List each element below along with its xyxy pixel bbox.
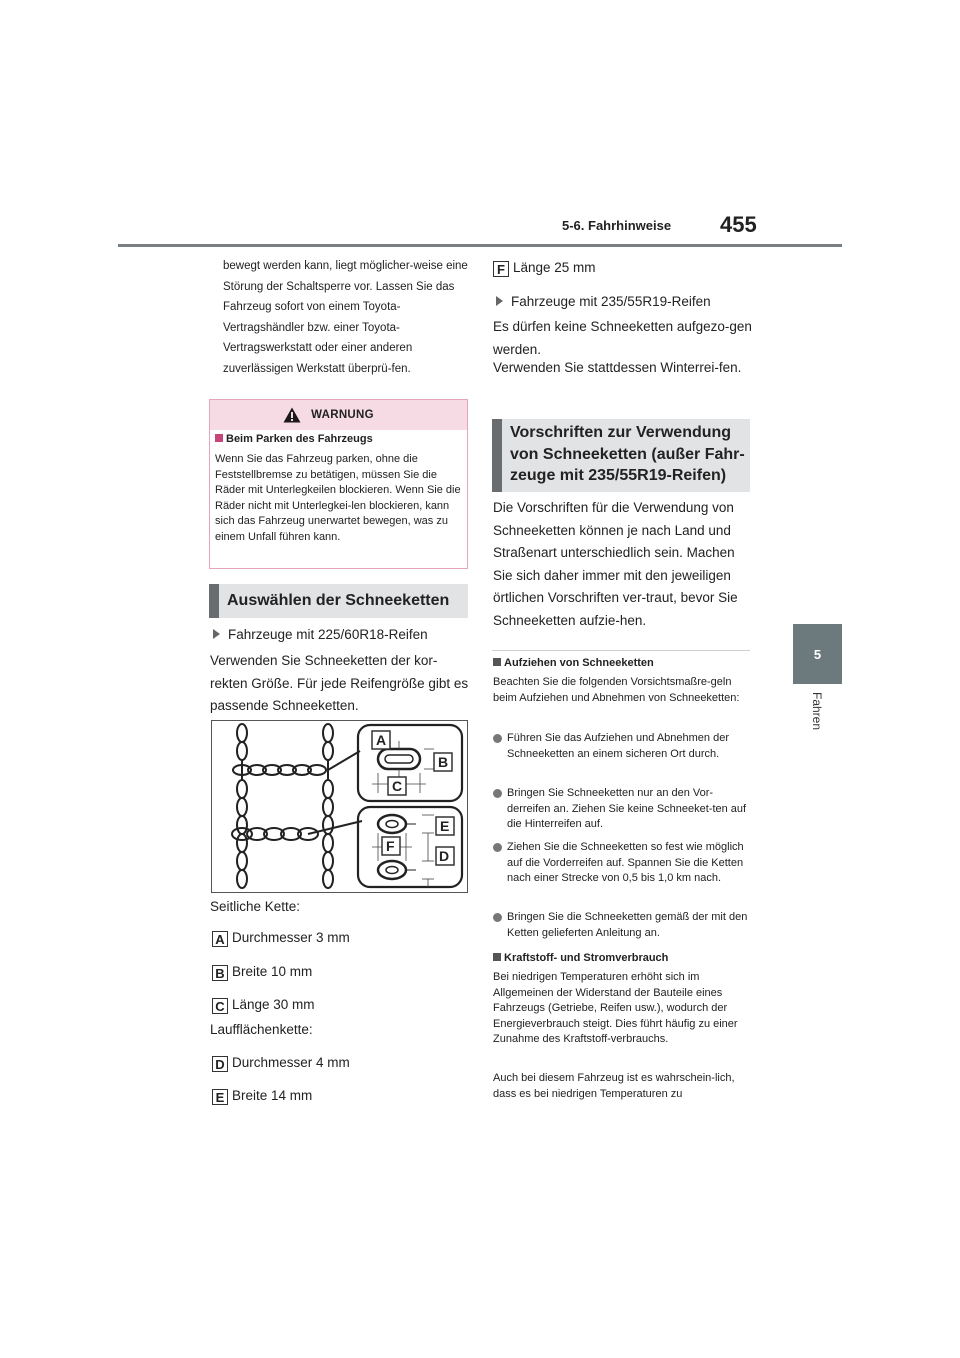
tire-size-text: Fahrzeuge mit 235/55R19-Reifen <box>511 294 711 309</box>
spec-text: Durchmesser 3 mm <box>232 930 350 945</box>
warning-header <box>210 400 467 430</box>
header-rule <box>118 244 842 247</box>
figure-label-f: F <box>386 838 395 854</box>
paragraph: Auch bei diesem Fahrzeug ist es wahrschein-lich, dass es bei niedrigen Temperaturen zu <box>493 1072 735 1100</box>
paragraph: Es dürfen keine Schneeketten aufgezo-gen werden. <box>493 319 752 357</box>
triangle-bullet-icon <box>496 296 503 306</box>
spec-item-a <box>212 930 350 947</box>
spec-item-c <box>212 997 315 1014</box>
figure-label-e: E <box>440 818 450 834</box>
chapter-number: 5 <box>813 646 822 662</box>
square-bullet-icon <box>215 434 223 442</box>
list-item <box>493 786 755 833</box>
list-item-text: Ziehen Sie die Schneeketten so fest wie möglich auf die Vorderreifen auf. Spannen Sie die Ketten nach einer Strecke von 0,5 bis 1,0 km nach. <box>507 841 744 884</box>
square-bullet-icon <box>493 953 501 961</box>
divider <box>492 650 750 651</box>
triangle-bullet-icon <box>213 629 220 639</box>
bullet-dot-icon <box>493 789 502 798</box>
paragraph: Verwenden Sie Schneeketten der kor-rekten Größe. Für jede Reifengröße gibt es passende Schneeketten. <box>210 653 469 713</box>
spec-text: Länge 25 mm <box>513 260 596 275</box>
warning-triangle-icon <box>283 407 301 423</box>
bullet-dot-icon <box>493 843 502 852</box>
chapter-tab[interactable] <box>793 624 842 684</box>
label-key: E <box>212 1089 228 1105</box>
figure-label-a: A <box>376 732 387 748</box>
warning-subtitle <box>215 433 373 445</box>
label-key: A <box>212 931 228 947</box>
figure-label-c: C <box>392 778 403 794</box>
list-item-text: Bringen Sie die Schneeketten gemäß der mit den Ketten gelieferten Anleitung an. <box>507 911 748 939</box>
chain-diagram <box>212 721 467 892</box>
warning-subtitle-text: Beim Parken des Fahrzeugs <box>226 433 373 445</box>
subheading-text: Aufziehen von Schneeketten <box>504 657 654 669</box>
label-key: D <box>212 1056 228 1072</box>
spec-item-b <box>212 964 312 981</box>
spec-item-f <box>493 260 596 277</box>
spec-text: Länge 30 mm <box>232 997 315 1012</box>
spec-text: Breite 14 mm <box>232 1088 313 1103</box>
label-key: B <box>212 965 228 981</box>
paragraph: Beachten Sie die folgenden Vorsichtsmaßre-geln beim Aufziehen und Abnehmen von Schneeketten: <box>493 676 740 704</box>
tire-size-bullet <box>496 291 711 314</box>
page-number: 455 <box>720 212 757 237</box>
spec-text: Breite 10 mm <box>232 964 313 979</box>
paragraph: Verwenden Sie stattdessen Winterrei-fen. <box>493 360 742 375</box>
warning-title: WARNUNG <box>311 409 374 421</box>
list-item <box>493 910 755 941</box>
section-header: 5-6. Fahrhinweise <box>562 218 672 233</box>
figure-label-d: D <box>439 848 450 864</box>
snow-chain-illustration <box>211 720 468 893</box>
label-key: C <box>212 998 228 1014</box>
caption-side-chain: Seitliche Kette: <box>210 899 301 914</box>
list-item-text: Führen Sie das Aufziehen und Abnehmen der Schneeketten an einem sicheren Ort durch. <box>507 732 729 760</box>
chapter-label: Fahren <box>810 692 824 731</box>
spec-text: Durchmesser 4 mm <box>232 1055 350 1070</box>
warning-body: Wenn Sie das Fahrzeug parken, ohne die Feststellbremse zu betätigen, müssen Sie die Räder mit Unterlegkeilen blockieren. Wenn Sie die Räder nicht mit Unterlegkei-len blockieren, kann sich das Fahrzeug unerwartet bewegen, was zu einem Unfall führen kann. <box>215 453 461 543</box>
section-heading-regulations: Vorschriften zur Verwendung von Schneeketten (außer Fahr-zeuge mit 235/55R19-Reifen) <box>492 419 750 492</box>
tire-size-text: Fahrzeuge mit 225/60R18-Reifen <box>228 627 428 642</box>
square-bullet-icon <box>493 658 501 666</box>
label-key: F <box>493 261 509 277</box>
paragraph: Bei niedrigen Temperaturen erhöht sich im Allgemeinen der Widerstand der Bauteile eines Fahrzeugs (Getriebe, Reifen usw.), wodurch der Energieverbrauch steigt. Dies führt häufig zu einer Zunahme des Kraftstoff-verbrauchs. <box>493 971 738 1045</box>
paragraph: Die Vorschriften für die Verwendung von Schneeketten können je nach Land und Straßenart unterschiedlich sein. Machen Sie sich daher immer mit den jeweiligen örtlichen Vorschriften ver-traut, bevor Sie Schneeketten aufzie-hen. <box>493 500 738 628</box>
warning-box <box>209 399 468 569</box>
figure-label-b: B <box>438 754 449 770</box>
section-heading-snow-chains: Auswählen der Schneeketten <box>209 584 468 618</box>
spec-item-e <box>212 1088 312 1105</box>
list-item <box>493 840 755 887</box>
subheading-consumption <box>493 951 668 967</box>
caption-tread-chain: Laufflächenkette: <box>210 1022 313 1037</box>
list-item-text: Bringen Sie Schneeketten nur an den Vor-derreifen an. Ziehen Sie keine Schneeket-ten auf die Hinterreifen auf. <box>507 787 747 830</box>
bullet-dot-icon <box>493 734 502 743</box>
spec-item-d <box>212 1055 350 1072</box>
list-item <box>493 731 755 762</box>
subheading-text: Kraftstoff- und Stromverbrauch <box>504 952 669 964</box>
bullet-dot-icon <box>493 913 502 922</box>
subheading-fitting <box>493 656 654 672</box>
lead-paragraph: bewegt werden kann, liegt möglicher-weise eine Störung der Schaltsperre vor. Lassen Sie das Fahrzeug sofort von einem Toyota-Vertragshändler bzw. einer Toyota-Vertragswerkstatt oder einer anderen zuverlässigen Werkstatt überprü-fen. <box>223 260 468 375</box>
tire-size-bullet <box>213 624 428 647</box>
